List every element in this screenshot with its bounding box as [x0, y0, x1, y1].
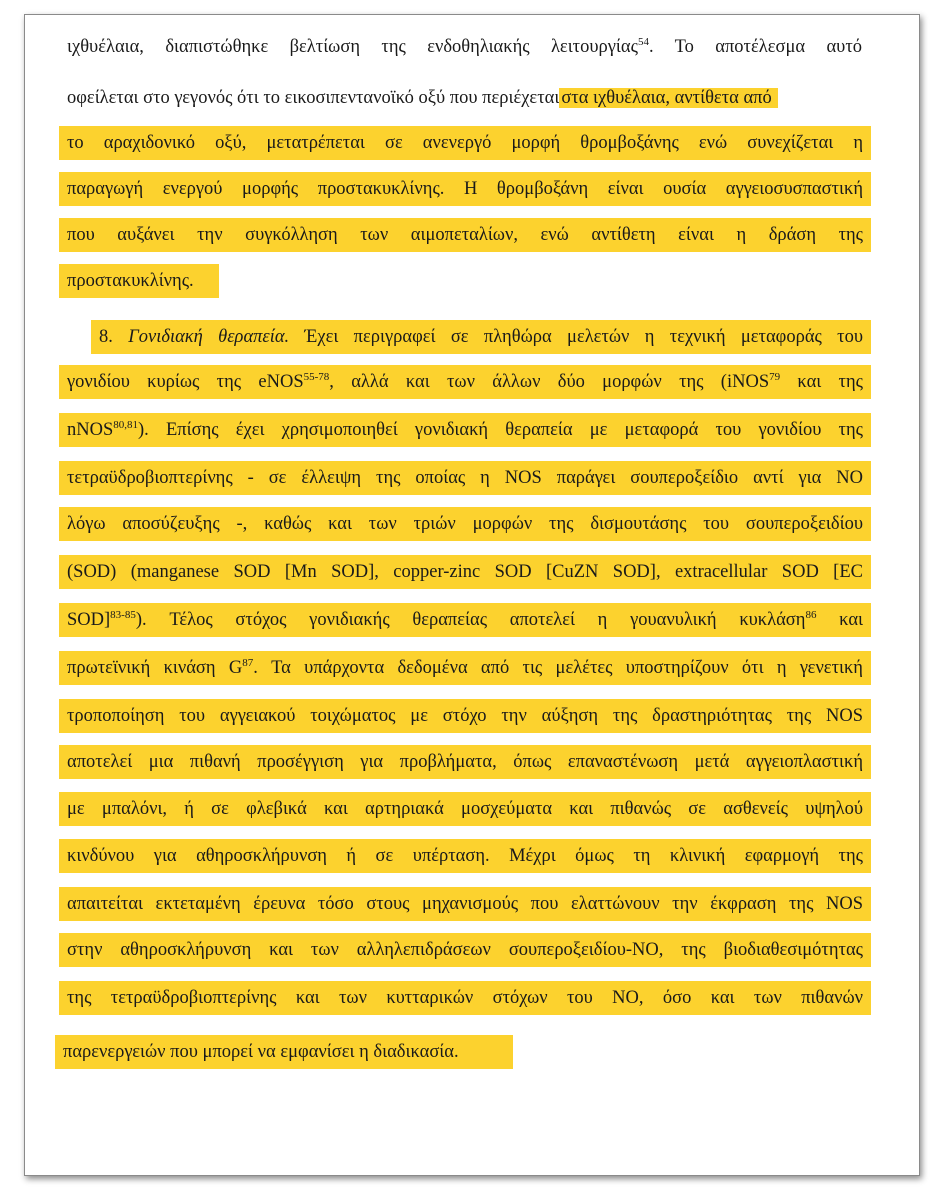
citation-sup: 55-78 — [303, 371, 330, 383]
citation-sup: 80,81 — [113, 419, 139, 431]
citation-sup: 54 — [637, 36, 649, 48]
highlighted-line-22: παρενεργειών που μπορεί να εμφανίσει η διαδικασία. — [55, 1035, 513, 1069]
highlighted-line-20: στην αθηροσκλήρυνση και των αλληλεπιδράσεων σουπεροξειδίου-NO, της βιοδιαθεσιμότητας — [59, 933, 871, 967]
highlighted-line-4: παραγωγή ενεργού μορφής προστακυκλίνης. Η θρομβοξάνη είναι ουσία αγγειοσυσπαστική — [59, 172, 871, 206]
highlighted-line-13: SOD]$^{83-85}$). Τέλος στόχος γονιδιακής θεραπείας αποτελεί η γουανυλική κυκλάση$^{86}$ και — [59, 603, 871, 637]
highlighted-line-17: με μπαλόνι, ή σε φλεβικά και αρτηριακά μοσχεύματα και πιθανώς σε ασθενείς υψηλού — [59, 792, 871, 826]
highlighted-line-7: 8. Γονιδιακή θεραπεία. Έχει περιγραφεί σε πληθώρα μελετών η τεχνική μεταφοράς του — [91, 320, 871, 354]
citation-sup: 87 — [242, 657, 254, 669]
document-page — [24, 14, 920, 1176]
citation-sup: 83-85 — [110, 609, 136, 621]
highlighted-line-14: πρωτεϊνική κινάση $G^{87}$. Τα υπάρχοντα δεδομένα από τις μελέτες υποστηρίζουν ότι η γενετική — [59, 651, 871, 685]
italic-heading: Γονιδιακή θεραπεία. — [128, 327, 290, 347]
highlighted-segment: στα ιχθυέλαια, αντίθετα από — [559, 88, 777, 108]
highlighted-line-3: το αραχιδονικό οξύ, μετατρέπεται σε ανενεργό μορφή θρομβοξάνης ενώ συνεχίζεται η — [59, 126, 871, 160]
highlighted-line-18: κινδύνου για αθηροσκλήρυνση ή σε υπέρταση. Μέχρι όμως τη κλινική εφαρμογή της — [59, 839, 871, 873]
highlighted-line-16: αποτελεί μια πιθανή προσέγγιση για προβλήματα, όπως επαναστένωση μετά αγγειοπλαστική — [59, 745, 871, 779]
citation-sup: 86 — [805, 609, 817, 621]
citation-sup: 79 — [769, 371, 781, 383]
highlighted-line-11: λόγω αποσύζευξης -, καθώς και των τριών μορφών της δισμουτάσης του σουπεροξειδίου — [59, 507, 871, 541]
highlighted-line-19: απαιτείται εκτεταμένη έρευνα τόσο στους μηχανισμούς που ελαττώνουν την έκφραση της NOS — [59, 887, 871, 921]
highlighted-line-8: γονιδίου κυρίως της eNOS$^{55-78}$, αλλά και των άλλων δύο μορφών της (iNOS$^{79}$ και της — [59, 365, 871, 399]
highlighted-line-12: (SOD) (manganese SOD [Mn SOD], copper-zinc SOD [CuZN SOD], extracellular SOD [EC — [59, 555, 871, 589]
highlighted-line-10: τετραϋδροβιοπτερίνης - σε έλλειψη της οποίας η NOS παράγει σουπεροξείδιο αντί για NO — [59, 461, 871, 495]
highlighted-line-5: που αυξάνει την συγκόλληση των αιμοπεταλίων, ενώ αντίθετη είναι η δράση της — [59, 218, 871, 252]
highlighted-line-21: της τετραϋδροβιοπτερίνης και των κυτταρικών στόχων του NO, όσο και των πιθανών — [59, 981, 871, 1015]
text-line-2 — [67, 81, 872, 115]
highlighted-line-15: τροποποίηση του αγγειακού τοιχώματος με στόχο την αύξηση της δραστηριότητας της NOS — [59, 699, 871, 733]
highlighted-line-9: nNOS$^{80,81}$). Επίσης έχει χρησιμοποιηθεί γονιδιακή θεραπεία με μεταφορά του γονιδίου της — [59, 413, 871, 447]
highlighted-line-6: προστακυκλίνης. — [59, 264, 219, 298]
text-plain-segment: οφείλεται στο γεγονός ότι το εικοσιπεντανοϊκό οξύ που περιέχεται — [67, 88, 560, 108]
text-line-1: ιχθυέλαια, διαπιστώθηκε βελτίωση της ενδοθηλιακής λειτουργίας$^{54}$. Το αποτέλεσμα αυτό — [67, 36, 862, 57]
